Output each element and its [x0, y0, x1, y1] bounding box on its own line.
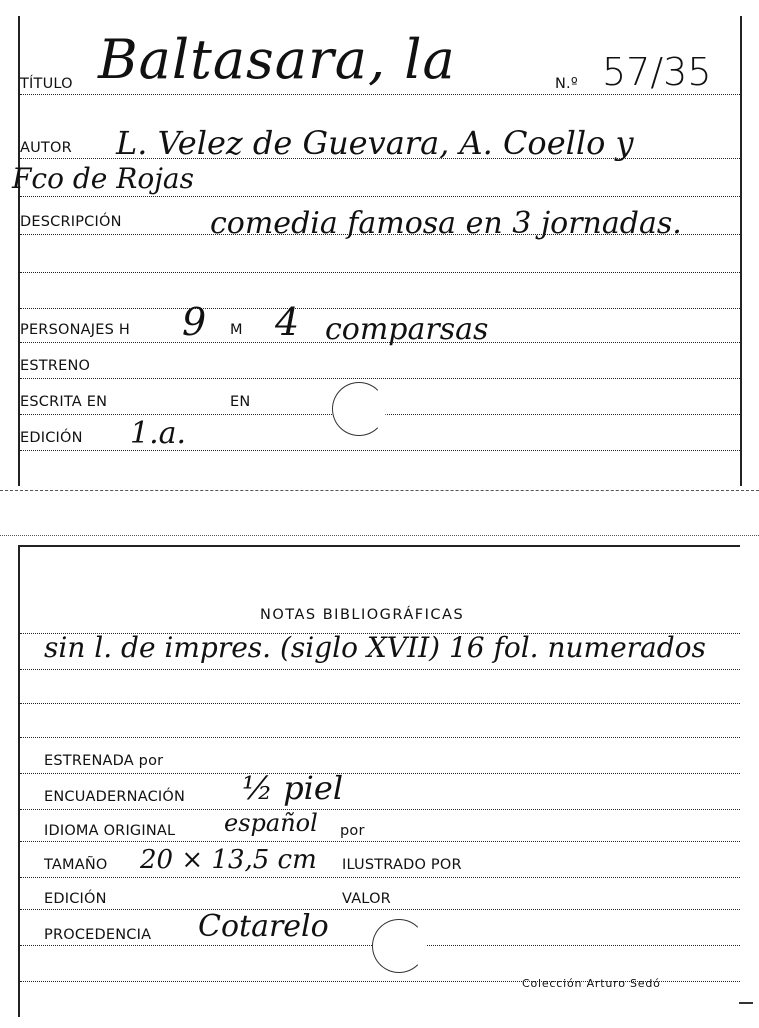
- card-cut-line: [0, 490, 759, 491]
- encuadernacion-label: ENCUADERNACIÓN: [44, 789, 186, 805]
- tamano-rule: [20, 877, 740, 878]
- idioma-por-label: por: [340, 823, 365, 839]
- titulo-value: Baltasara, la: [98, 28, 456, 91]
- catalog-card-back: [18, 545, 740, 1017]
- estreno-label: ESTRENO: [20, 358, 91, 374]
- escrita-label: ESCRITA EN: [20, 394, 108, 410]
- coleccion-credit: Colección Arturo Sedó: [522, 977, 661, 990]
- edicion-value: 1.a.: [130, 416, 187, 451]
- descripcion-label: DESCRIPCIÓN: [20, 214, 122, 230]
- tamano-label: TAMAÑO: [44, 857, 108, 873]
- punch-hole-2: [372, 919, 426, 973]
- personajes-m-label: M: [230, 322, 243, 338]
- descripcion-rule-2: [20, 272, 740, 273]
- personajes-label: PERSONAJES H: [20, 322, 130, 338]
- personajes-extra: comparsas: [325, 312, 489, 347]
- edicion2-label: EDICIÓN: [44, 891, 107, 907]
- procedencia-label: PROCEDENCIA: [44, 927, 152, 943]
- notas-rule-4: [20, 737, 740, 738]
- descripcion-value: comedia famosa en 3 jornadas.: [210, 206, 682, 241]
- notas-rule-2: [20, 669, 740, 670]
- titulo-rule: [20, 94, 740, 95]
- catalog-card-front: [12, 16, 742, 486]
- scan-mark: [739, 1002, 753, 1004]
- estreno-rule: [20, 378, 740, 379]
- numero-label: N.º: [555, 76, 578, 92]
- punch-hole: [332, 382, 386, 436]
- tamano-value: 20 × 13,5 cm: [140, 845, 317, 875]
- autor-label: AUTOR: [20, 140, 72, 156]
- idioma-value: español: [224, 809, 318, 837]
- notas-rule-3: [20, 703, 740, 704]
- autor-rule-2: [20, 196, 740, 197]
- autor-value-2: Fco de Rojas: [12, 162, 194, 195]
- titulo-label: TÍTULO: [20, 76, 73, 92]
- edicion-rule: [20, 450, 740, 451]
- encuadernacion-value: ½ piel: [242, 769, 344, 807]
- idioma-label: IDIOMA ORIGINAL: [44, 823, 176, 839]
- notas-value: sin l. de impres. (siglo XVII) 16 fol. numerados: [44, 631, 706, 664]
- ilustrado-label: ILUSTRADO POR: [342, 857, 462, 873]
- estrenada-rule: [20, 773, 740, 774]
- autor-value: L. Velez de Guevara, A. Coello y: [116, 124, 634, 162]
- blank-rule: [20, 308, 740, 309]
- edicion2-rule: [20, 909, 740, 910]
- personajes-h-value: 9: [182, 300, 207, 344]
- estrenada-label: ESTRENADA por: [44, 753, 164, 769]
- card-cut-line-2: [0, 535, 759, 536]
- notas-title: NOTAS BIBLIOGRÁFICAS: [260, 607, 465, 623]
- edicion-label: EDICIÓN: [20, 430, 83, 446]
- personajes-m-value: 4: [275, 300, 300, 344]
- numero-value: 57/35: [602, 50, 712, 94]
- idioma-rule: [20, 841, 740, 842]
- encuadernacion-rule: [20, 809, 740, 810]
- procedencia-value: Cotarelo: [198, 909, 329, 944]
- valor-label: VALOR: [342, 891, 391, 907]
- en-label: EN: [230, 394, 251, 410]
